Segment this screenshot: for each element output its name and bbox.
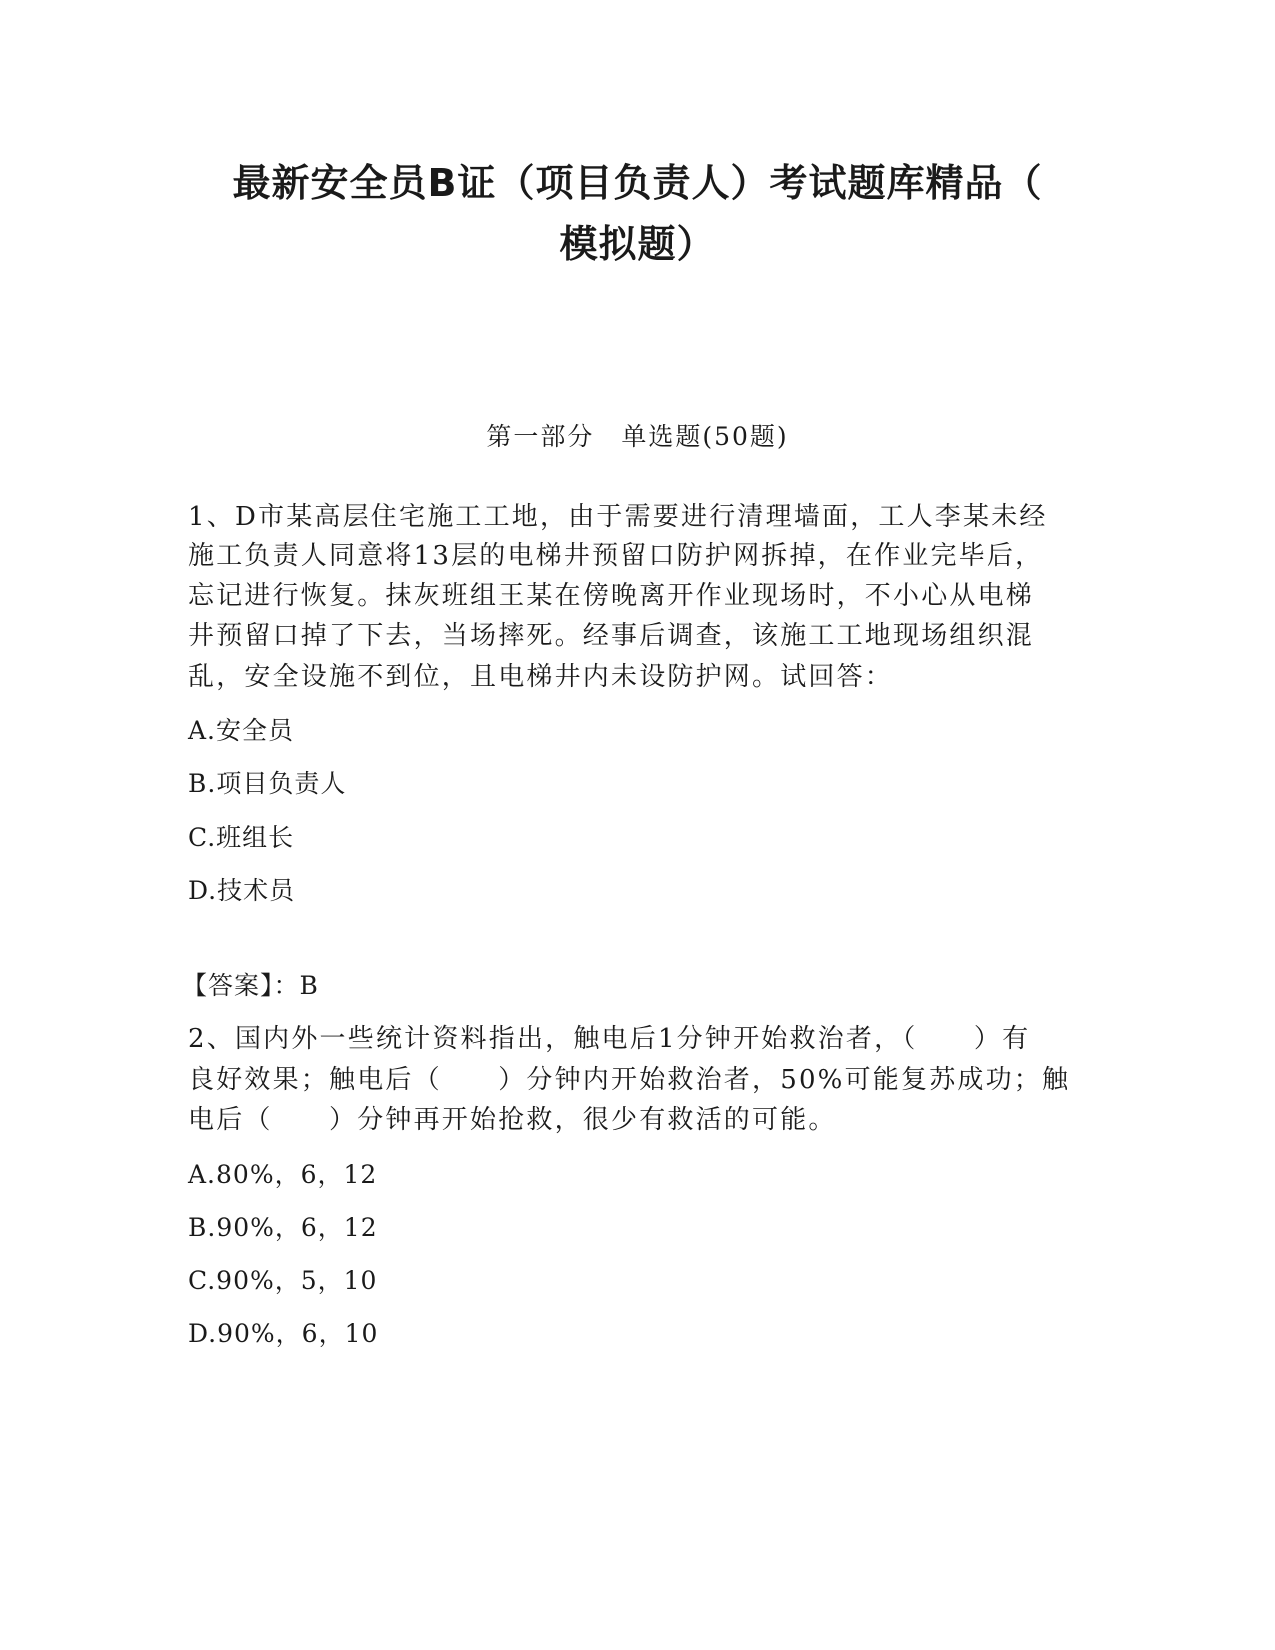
question-1-stem-line-5: 乱，安全设施不到位，且电梯井内未设防护网。试回答：: [188, 662, 894, 692]
document-title-line-2: 模拟题）: [559, 222, 716, 266]
section-heading: 第一部分 单选题(50题): [486, 422, 789, 451]
question-2-option-b: B.90%，6，12: [188, 1213, 378, 1242]
question-1-stem-line-1: 1、D市某高层住宅施工工地，由于需要进行清理墙面，工人李某未经: [188, 502, 1048, 532]
question-1-option-c: C.班组长: [188, 823, 295, 852]
question-2-stem-line-2: 良好效果；触电后（ ）分钟内开始救治者，50%可能复苏成功；触: [188, 1065, 1071, 1095]
question-1-stem-line-4: 井预留口掉了下去，当场摔死。经事后调查，该施工工地现场组织混: [188, 621, 1035, 651]
question-1-answer: 【答案】：B: [182, 971, 319, 1000]
question-1-option-d: D.技术员: [188, 876, 296, 905]
question-2-stem-line-3: 电后（ ）分钟再开始抢救，很少有救活的可能。: [188, 1105, 837, 1135]
question-1-option-a: A.安全员: [188, 716, 295, 745]
question-1-option-b: B.项目负责人: [188, 769, 347, 798]
question-2-option-c: C.90%，5，10: [188, 1266, 378, 1295]
question-1-stem-line-3: 忘记进行恢复。抹灰班组王某在傍晚离开作业现场时，不小心从电梯: [188, 581, 1035, 611]
document-title-line-1: 最新安全员B证（项目负责人）考试题库精品（: [232, 161, 1043, 205]
question-2-option-d: D.90%，6，10: [188, 1319, 379, 1348]
question-2-stem-line-1: 2、国内外一些统计资料指出，触电后1分钟开始救治者，（ ）有: [188, 1024, 1031, 1054]
question-2-option-a: A.80%，6，12: [188, 1160, 378, 1189]
question-1-stem-line-2: 施工负责人同意将13层的电梯井预留口防护网拆掉，在作业完毕后，: [188, 541, 1044, 571]
